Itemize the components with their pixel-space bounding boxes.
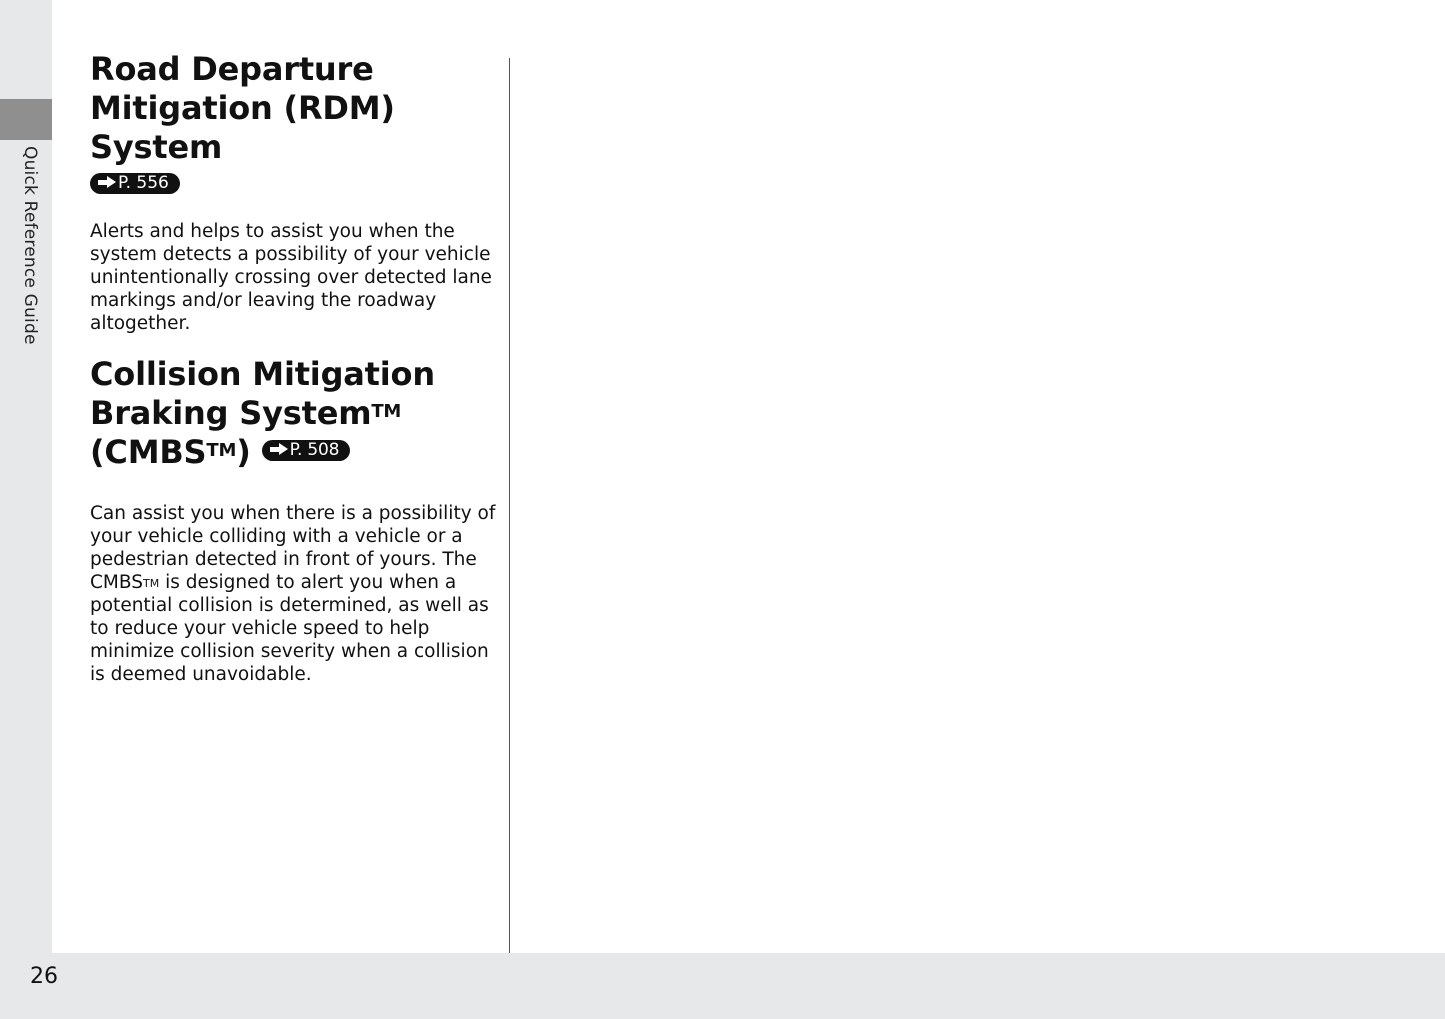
page-reference-link-rdm[interactable] <box>90 173 180 194</box>
reference-line <box>90 173 500 194</box>
arrow-right-icon <box>98 176 116 188</box>
section-cmbs <box>90 355 500 686</box>
section-title-line: Braking System <box>90 394 372 432</box>
section-body-cmbs <box>90 502 500 686</box>
page-reference-label: P. 556 <box>118 173 169 193</box>
sidebar-section-label: Quick Reference Guide <box>20 146 40 345</box>
arrow-right-icon <box>270 443 288 455</box>
section-title-line: (CMBS <box>90 433 207 471</box>
section-title-line: Mitigation (RDM) System <box>90 89 395 166</box>
section-title-line-end: ) <box>236 433 251 471</box>
section-body-rdm: Alerts and helps to assist you when the system detects a possibility of your vehicle unintentionally crossing over detected lane markings and/or leaving the roadway altogether. <box>90 221 492 334</box>
trademark-mark: TM <box>206 440 237 461</box>
footer-band <box>0 953 1445 1019</box>
column-divider <box>509 58 510 953</box>
body-text: is designed to alert you when a potential collision is determined, as well as to reduce your vehicle speed to help minimize collision severity when a collision is deemed unavoidable. <box>90 572 489 685</box>
trademark-mark: TM <box>371 401 402 422</box>
body-text: Can assist you when there is a possibility of your vehicle colliding with a vehicle or a pedestrian detected in front of yours. The CMBS <box>90 503 496 593</box>
section-title-cmbs <box>90 355 500 472</box>
page-reference-link-cmbs[interactable] <box>262 440 351 461</box>
trademark-mark: TM <box>143 577 160 590</box>
section-title-line: Collision Mitigation <box>90 355 435 393</box>
section-rdm <box>90 50 500 335</box>
section-title-line: Road Departure <box>90 50 374 88</box>
section-title-rdm <box>90 50 500 167</box>
sidebar-tab-marker[interactable] <box>0 99 52 140</box>
content-column <box>90 50 500 686</box>
page-reference-label: P. 508 <box>289 439 340 460</box>
page-number: 26 <box>30 964 58 989</box>
